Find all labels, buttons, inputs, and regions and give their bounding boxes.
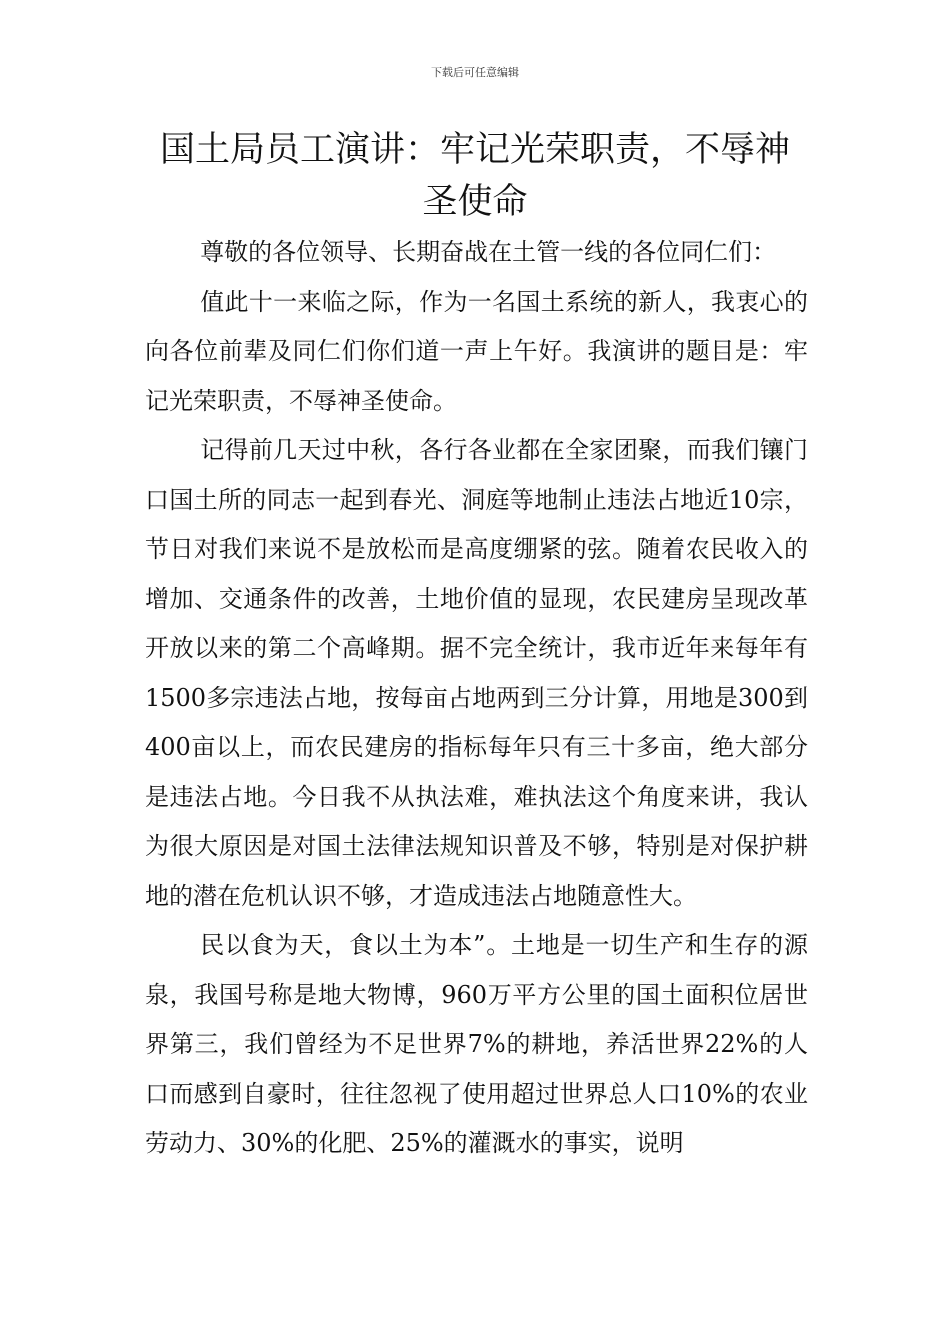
document-title: 国土局员工演讲：牢记光荣职责，不辱神圣使命 — [159, 130, 790, 222]
salutation-paragraph: 尊敬的各位领导、长期奋战在土管一线的各位同仁们： — [200, 238, 777, 266]
document-body — [145, 228, 808, 1169]
body-paragraph: 值此十一来临之际，作为一名国土系统的新人，我衷心的向各位前辈及同仁们你们道一声上午好。我演讲的题目是：牢记光荣职责，不辱神圣使命。 — [145, 287, 808, 415]
header-note: 下载后可任意编辑 — [431, 66, 519, 79]
body-paragraph: 记得前几天过中秋，各行各业都在全家团聚，而我们镶门口国土所的同志一起到春光、洞庭等地制止违法占地近10宗，节日对我们来说不是放松而是高度绷紧的弦。随着农民收入的增加、交通条件的改善，土地价值的显现，农民建房呈现改革开放以来的第二个高峰期。据不完全统计，我市近年来每年有1500多宗违法占地，按每亩占地两到三分计算，用地是300到400亩以上，而农民建房的指标每年只有三十多亩，绝大部分是违法占地。今日我不从执法难，难执法这个角度来讲，我认为很大原因是对国土法律法规知识普及不够，特别是对保护耕地的潜在危机认识不够，才造成违法占地随意性大。 — [145, 436, 808, 910]
body-paragraph: 民以食为天，食以土为本”。土地是一切生产和生存的源泉，我国号称是地大物博，960万平方公里的国土面积位居世界第三，我们曾经为不足世界7%的耕地，养活世界22%的人口而感到自豪时，往往忽视了使用超过世界总人口10%的农业劳动力、30%的化肥、25%的灌溉水的事实，说明 — [145, 931, 808, 1157]
